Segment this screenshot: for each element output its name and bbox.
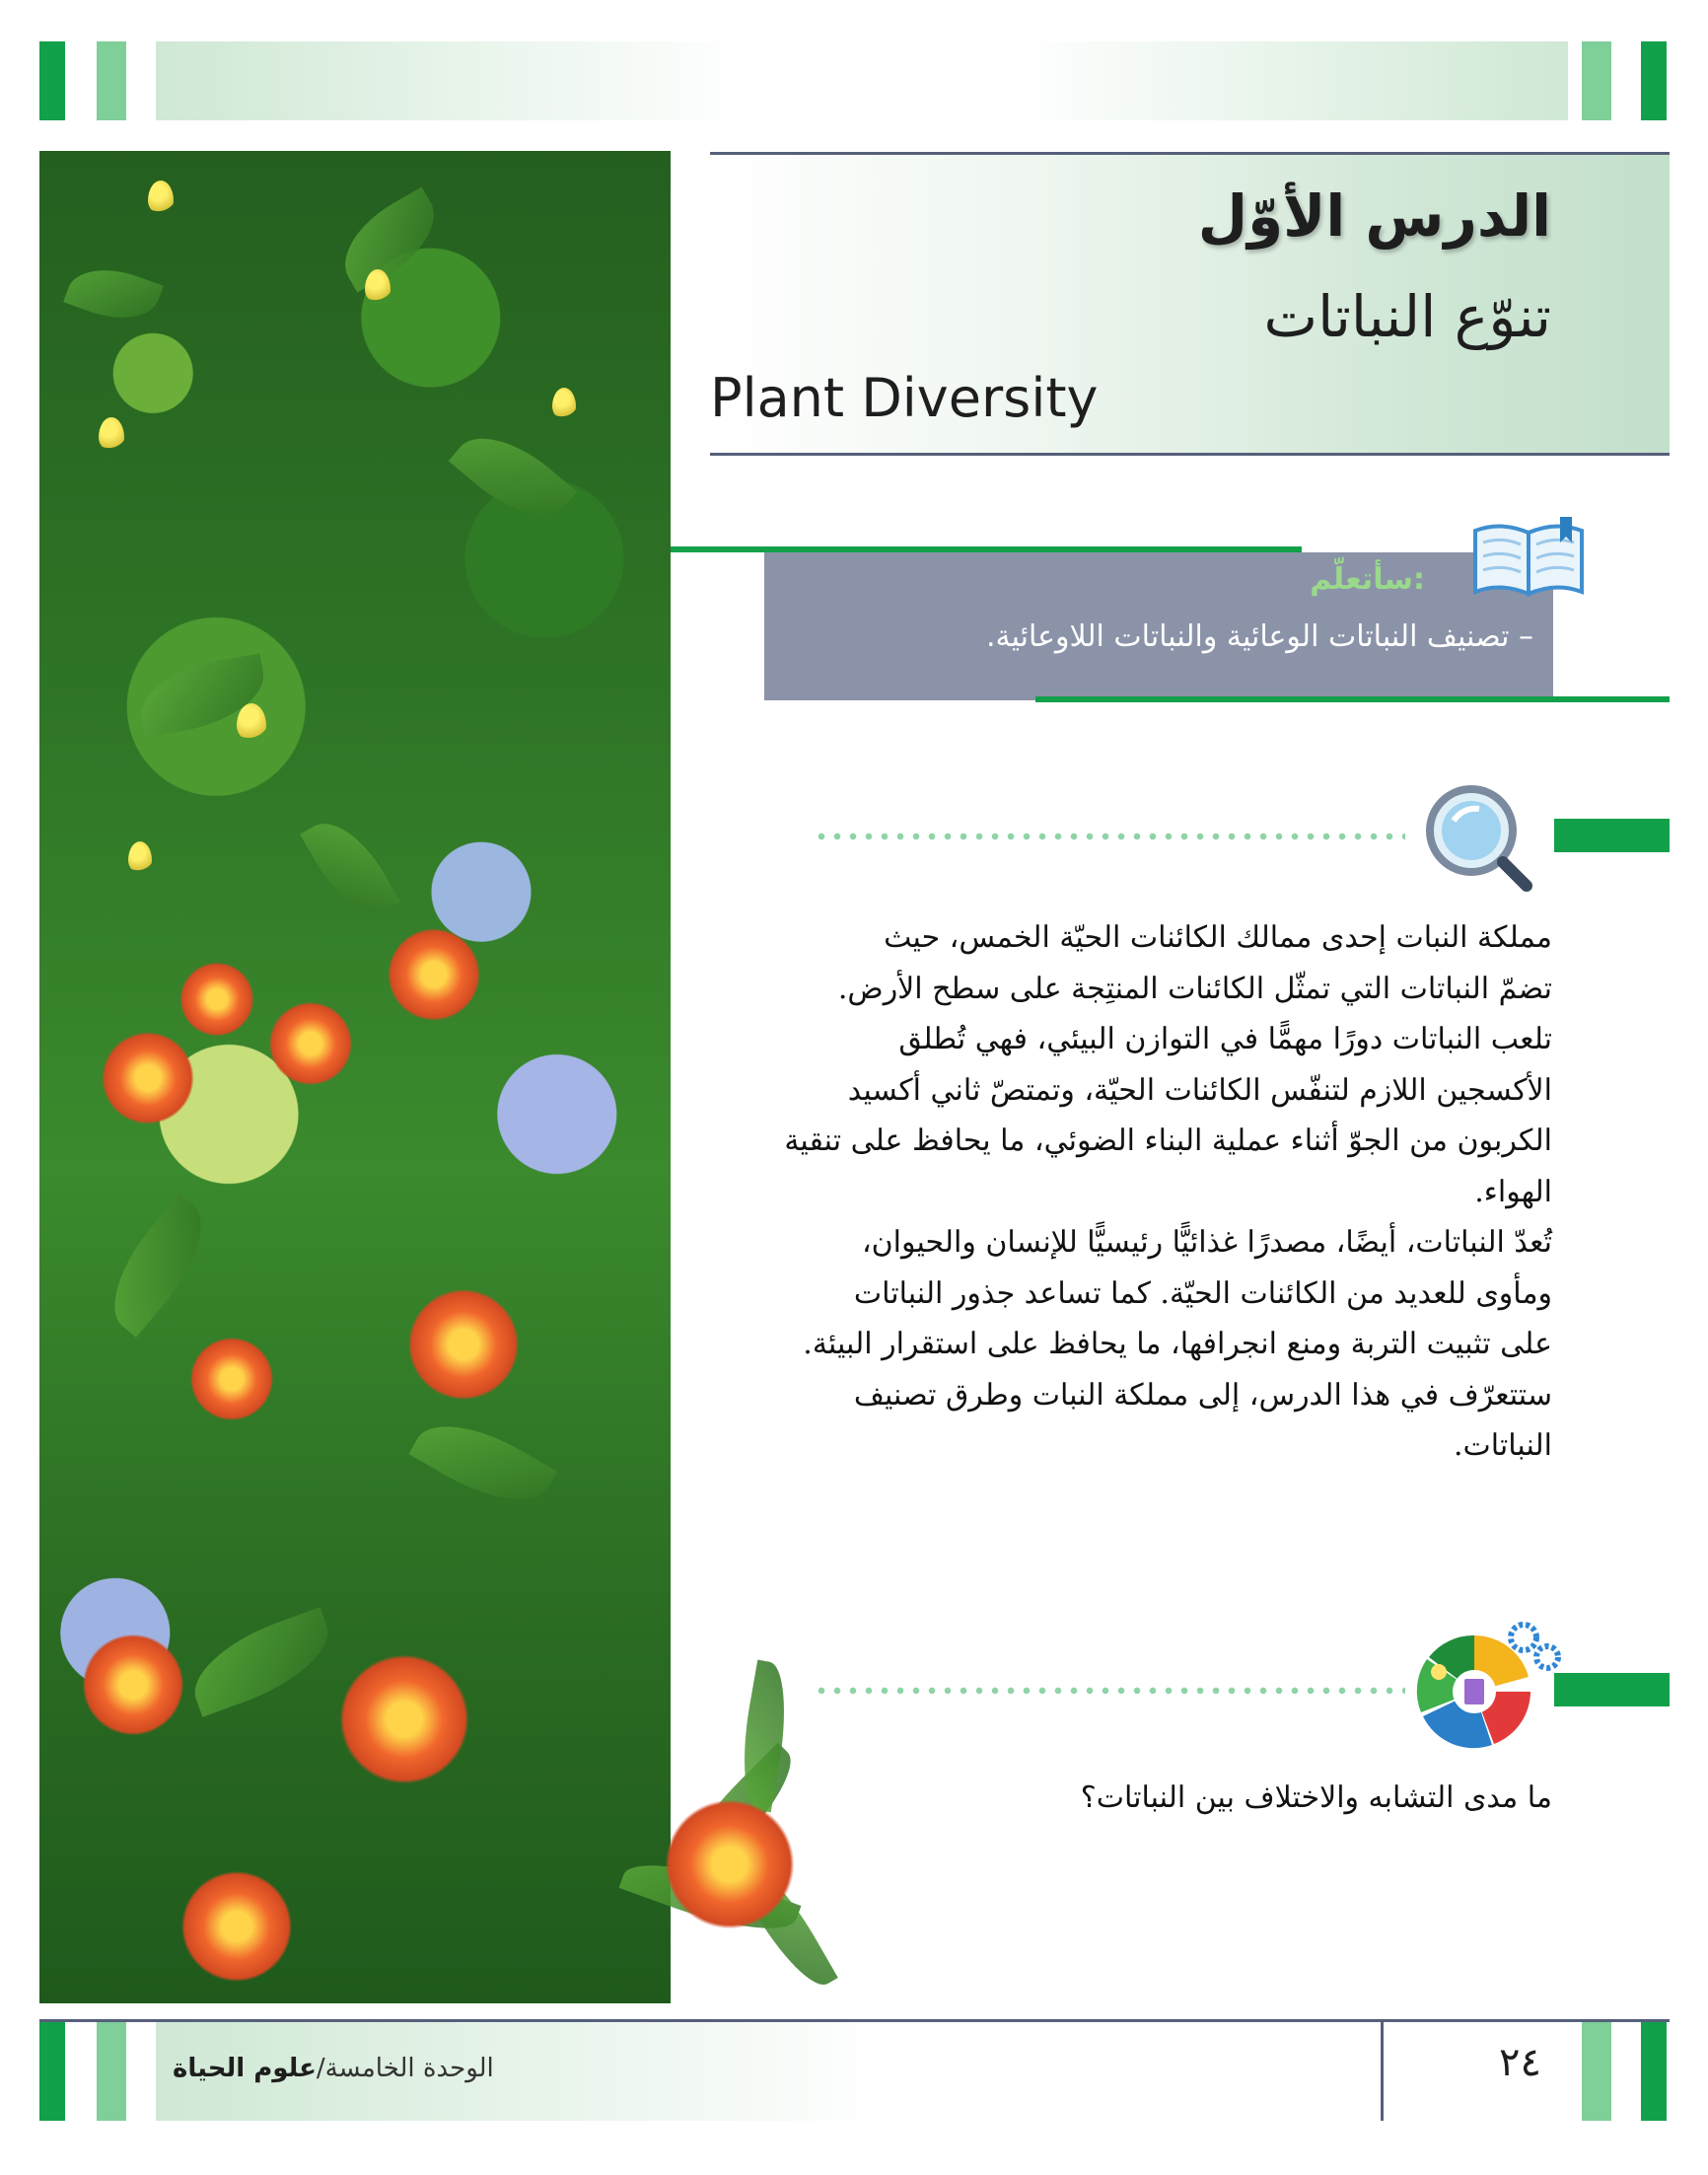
lesson-title-english: Plant Diversity [710,367,1099,429]
learn-bottom-line [1035,696,1670,702]
footer-stripe [1582,2022,1611,2121]
header-stripe [1582,41,1611,120]
paragraph-line: الهواء. [1474,1174,1552,1209]
footer-stripe [97,2022,126,2121]
footer-divider [1381,2019,1384,2121]
paragraph-line: النباتات. [1454,1428,1552,1463]
header-gradient [156,41,747,120]
magnifier-icon [1420,779,1538,898]
page-number: ٢٤ [1499,2040,1541,2085]
paragraph-line: الكربون من الجوّ أثناء عملية البناء الضوئي، ما يحافظ على تنقية [784,1124,1552,1158]
intro-paragraph [734,912,1552,1472]
section-marker [1554,1673,1670,1706]
section-marker [1554,819,1670,852]
process-cycle-icon [1405,1618,1563,1766]
dotted-divider [814,833,1405,840]
paragraph-line: مملكة النبات إحدى ممالك الكائنات الحيّة الخمس، حيث [884,920,1552,955]
footer-unit-label: الوحدة الخامسة/ [316,2054,494,2083]
paragraph-line: ومأوى للعديد من الكائنات الحيّة. كما تساعد جذور النباتات [853,1275,1552,1311]
paragraph-line: ستتعرّف في هذا الدرس، إلى مملكة النبات وطرق تصنيف [853,1377,1552,1413]
lesson-title-arabic: تنوّع النباتات [1263,283,1551,350]
lesson-title-box [710,152,1670,456]
learn-box [764,552,1553,700]
footer-stripe [1641,2022,1667,2121]
header-stripe [39,41,65,120]
paragraph-line: على تثبيت التربة ومنع انجرافها، ما يحافظ على استقرار البيئة. [803,1327,1552,1361]
paragraph-line: تلعب النباتات دورًا مهمًّا في التوازن البيئي، فهي تُطلق [898,1022,1552,1056]
overhang-plant [592,1677,848,2002]
plant-photo [39,151,671,2003]
lesson-number: الدرس الأوّل [1197,182,1551,250]
paragraph-line: الأكسجين اللازم لتنفّس الكائنات الحيّة، وتمتصّ ثاني أكسيد [847,1072,1552,1108]
header-gradient [1016,41,1568,120]
learn-heading: سأتعلّم: [1310,562,1425,597]
header-stripe [1641,41,1667,120]
learn-item: – تصنيف النباتات الوعائية والنباتات اللاوعائية. [985,619,1533,654]
footer-stripe [39,2022,65,2121]
book-icon [1469,513,1588,602]
footer-subject: علوم الحياة [173,2054,317,2083]
paragraph-line: تضمّ النباتات التي تمثّل الكائنات المنتِجة على سطح الأرض. [837,971,1552,1006]
think-question: ما مدى التشابه والاختلاف بين النباتات؟ [1080,1780,1552,1815]
header-stripe [97,41,126,120]
dotted-divider [814,1687,1405,1695]
paragraph-line: تُعدّ النباتات، أيضًا، مصدرًا غذائيًّا رئيسيًّا للإنسان والحيوان، [861,1225,1552,1260]
footer-unit [173,2054,494,2083]
